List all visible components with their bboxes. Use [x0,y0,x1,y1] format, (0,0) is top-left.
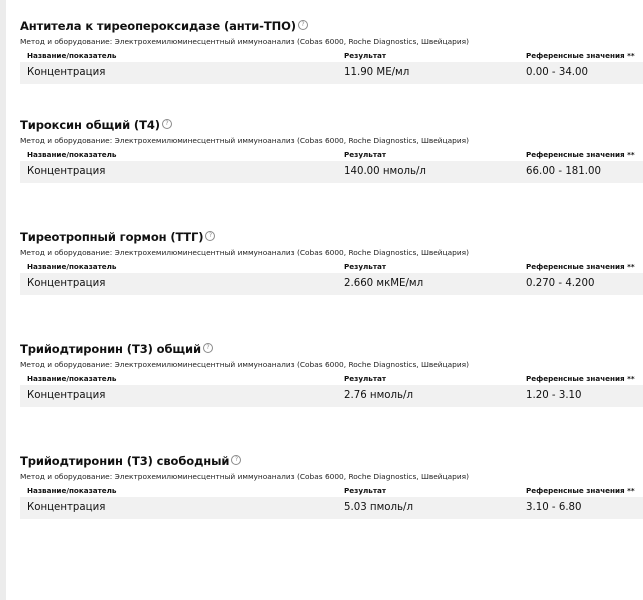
header-result: Результат [344,262,386,271]
header-result: Результат [344,51,386,60]
header-result: Результат [344,150,386,159]
info-icon[interactable]: ? [203,343,213,353]
row-reference: 0.00 - 34.00 [526,67,589,78]
header-reference: Референсные значения ** [526,374,635,383]
header-reference: Референсные значения ** [526,150,635,159]
header-name: Название/показатель [27,51,117,60]
row-result: 11.90 МЕ/мл [344,67,410,78]
row-name: Концентрация [27,502,106,513]
header-result: Результат [344,374,386,383]
row-name: Концентрация [27,67,106,78]
row-name: Концентрация [27,166,106,177]
header-reference: Референсные значения ** [526,262,635,271]
header-name: Название/показатель [27,150,117,159]
test-title: Тироксин общий (Т4) ? [20,117,643,133]
table-header [20,149,643,161]
info-icon[interactable]: ? [298,20,308,30]
table-row [20,62,643,84]
left-border [0,0,6,600]
test-section-t4-total [20,117,643,183]
table-header [20,373,643,385]
info-icon[interactable]: ? [205,231,215,241]
table-row [20,273,643,295]
method-text: Метод и оборудование: Электрохемилюминесцентный иммуноанализ (Cobas 6000, Roche Diagnostics, Швейцария) [20,136,469,145]
row-reference: 66.00 - 181.00 [526,166,601,177]
test-section-tsh [20,229,643,295]
row-reference: 1.20 - 3.10 [526,390,582,401]
test-section-t3-free [20,453,643,519]
row-result: 2.660 мкМЕ/мл [344,278,424,289]
table-header [20,485,643,497]
row-reference: 3.10 - 6.80 [526,502,582,513]
method-text: Метод и оборудование: Электрохемилюминесцентный иммуноанализ (Cobas 6000, Roche Diagnostics, Швейцария) [20,37,469,46]
table-header [20,50,643,62]
table-row [20,497,643,519]
table-row [20,161,643,183]
header-name: Название/показатель [27,262,117,271]
row-result: 2.76 нмоль/л [344,390,413,401]
test-title: Тиреотропный гормон (ТТГ) ? [20,229,643,245]
test-section-t3-total [20,341,643,407]
method-text: Метод и оборудование: Электрохемилюминесцентный иммуноанализ (Cobas 6000, Roche Diagnostics, Швейцария) [20,472,469,481]
header-name: Название/показатель [27,486,117,495]
header-result: Результат [344,486,386,495]
row-name: Концентрация [27,278,106,289]
method-text: Метод и оборудование: Электрохемилюминесцентный иммуноанализ (Cobas 6000, Roche Diagnostics, Швейцария) [20,248,469,257]
row-result: 140.00 нмоль/л [344,166,426,177]
table-row [20,385,643,407]
row-reference: 0.270 - 4.200 [526,278,595,289]
header-reference: Референсные значения ** [526,51,635,60]
table-header [20,261,643,273]
header-reference: Референсные значения ** [526,486,635,495]
header-name: Название/показатель [27,374,117,383]
row-result: 5.03 пмоль/л [344,502,413,513]
info-icon[interactable]: ? [231,455,241,465]
test-title: Трийодтиронин (Т3) общий ? [20,341,643,357]
row-name: Концентрация [27,390,106,401]
test-title: Антитела к тиреопероксидазе (анти-ТПО) ? [20,18,643,34]
test-title: Трийодтиронин (Т3) свободный ? [20,453,643,469]
method-text: Метод и оборудование: Электрохемилюминесцентный иммуноанализ (Cobas 6000, Roche Diagnostics, Швейцария) [20,360,469,369]
test-section-anti-tpo [20,18,643,84]
info-icon[interactable]: ? [162,119,172,129]
